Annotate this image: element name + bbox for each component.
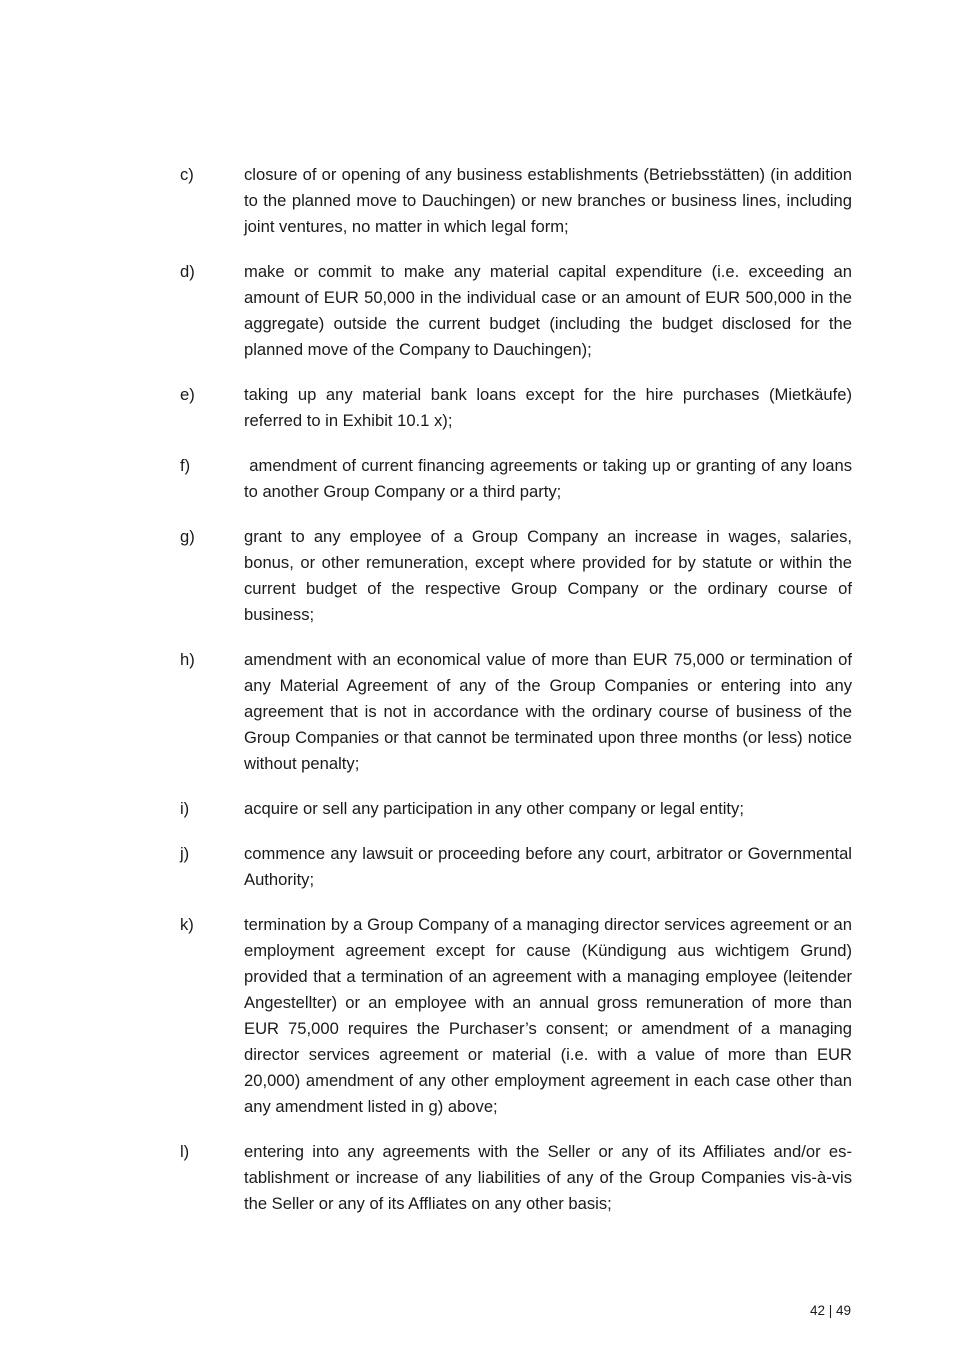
clause-letter: f) bbox=[180, 456, 191, 475]
page-number: 42 | 49 bbox=[809, 1303, 851, 1318]
clause-letter: h) bbox=[180, 650, 195, 669]
clause-letter: l) bbox=[180, 1142, 190, 1161]
clause-item bbox=[180, 453, 857, 505]
clause-letter: e) bbox=[180, 385, 195, 404]
clause-text: entering into any agreements with the Seller or any of its Affiliates and/or establishment or increase of any liabilities of any of the Group Companies vis-à-vis the Seller or any of its Affliates on any other basis; bbox=[244, 1142, 852, 1213]
clause-item bbox=[180, 1139, 852, 1217]
clause-text: closure of or opening of any business establishments (Betriebsstätten) (in addition to the planned move to Dauchingen) or new branches or business lines, including joint ventures, no matter in which legal form; bbox=[244, 165, 852, 236]
clause-item bbox=[180, 382, 852, 434]
clause-list bbox=[180, 162, 857, 1236]
clause-item bbox=[180, 524, 852, 628]
clause-item bbox=[180, 647, 852, 777]
clause-letter: d) bbox=[180, 262, 195, 281]
clause-letter: c) bbox=[180, 165, 194, 184]
clause-item bbox=[180, 796, 852, 822]
clause-letter: i) bbox=[180, 799, 190, 818]
clause-letter: g) bbox=[180, 527, 195, 546]
clause-letter: j) bbox=[180, 844, 190, 863]
clause-item bbox=[180, 841, 852, 893]
clause-text: acquire or sell any participation in any other company or legal entity; bbox=[244, 799, 744, 818]
clause-text: grant to any employee of a Group Company an increase in wages, salaries, bonus, or other remuneration, except where provided for by statute or within the current budget of the respective Group Company or the ordinary course of business; bbox=[244, 527, 852, 624]
clause-text: termination by a Group Company of a managing director services agreement or an employment agreement except for cause (Kündigung aus wichtigem Grund) provided that a termination of an agreement with a managing employee (leitender Angestellter) or an employee with an annual gross remuneration of more than EUR 75,000 requires the Purchaser’s consent; or amendment of a managing director services agreement or material (i.e. with a value of more than EUR 20,000) amendment of any other employment agreement in each case other than any amendment listed in g) above; bbox=[244, 915, 852, 1116]
clause-text: commence any lawsuit or proceeding before any court, arbitrator or Governmental Authority; bbox=[244, 844, 852, 889]
clause-text: taking up any material bank loans except for the hire purchases (Mietkäufe) referred to in Exhibit 10.1 x); bbox=[244, 385, 852, 430]
clause-letter: k) bbox=[180, 915, 194, 934]
clause-text: amendment of current financing agreements or taking up or granting of any loans to another Group Company or a third party; bbox=[244, 456, 857, 501]
clause-item bbox=[180, 162, 852, 240]
clause-text: make or commit to make any material capital expenditure (i.e. exceeding an amount of EUR 50,000 in the individual case or an amount of EUR 500,000 in the aggregate) outside the current budget (including the budget disclosed for the planned move of the Company to Dauchingen); bbox=[244, 262, 852, 359]
clause-text: amendment with an economical value of more than EUR 75,000 or termination of any Material Agreement of any of the Group Companies or entering into any agreement that is not in accordance with the ordinary course of business of the Group Companies or that cannot be terminated upon three months (or less) notice without penalty; bbox=[244, 650, 852, 773]
clause-item bbox=[180, 912, 852, 1120]
clause-item bbox=[180, 259, 852, 363]
